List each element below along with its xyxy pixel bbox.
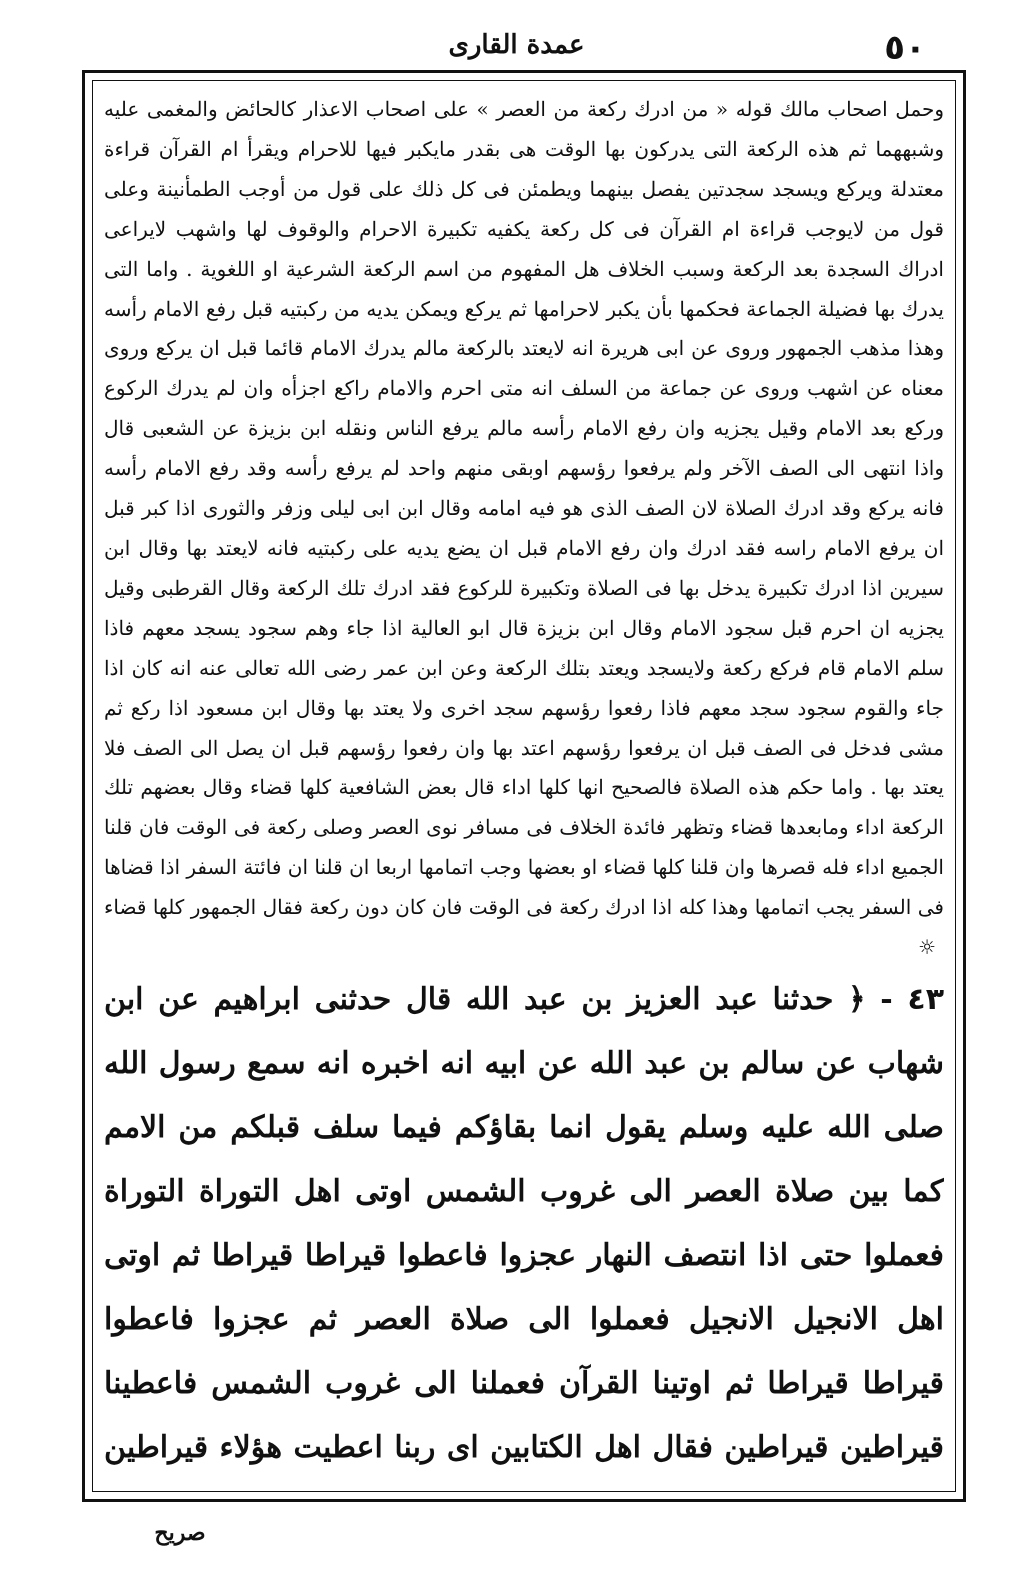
commentary-text-1: وحمل اصحاب مالك قوله « من ادرك ركعة من العصر » على اصحاب الاعذار كالحائض والمغمى عليه وشبههما ثم هذه الركعة التى يدركون بها الوقت هى بقدر مايكبر فيها للاحرام ويقرأ ام القرآن قراءة معتدلة ويركع ويسجد سجدتين يفصل بينهما ويطمئن فى كل ذلك على قول من أوجب الطمأنينة وعلى قول من لايوجب قراءة ام القرآن فى كل ركعة يكفيه تكبيرة الاحرام والوقوف لها واشهب لايراعى ادراك السجدة بعد الركعة وسبب الخلاف هل المفهوم من اسم الركعة الشرعية او اللغوية . واما التى يدرك بها فضيلة الجماعة فحكمها بأن يكبر لاحرامها ثم يركع ويمكن يديه من ركبتيه قبل رفع الامام رأسه وهذا مذهب الجمهور وروى عن ابى هريرة انه لايعتد بالركعة مالم يدرك الامام قائما قبل ان يركع وروى معناه عن اشهب وروى عن جماعة من السلف انه متى احرم والامام راكع اجزأه وان لم يدرك الركوع وركع بعد الامام وقيل يجزيه وان رفع الامام رأسه مالم يرفع الناس ونقله ابن بزيزة عن الشعبى قال واذا انتهى الى الصف الآخر ولم يرفعوا رؤسهم اوبقى منهم واحد لم يرفع رأسه وقد رفع الامام رأسه فانه يركع وقد ادرك الصلاة لان الصف الذى هو فيه امامه وقال ابن ابى ليلى وزفر والثورى اذا كبر قبل ان يرفع الامام راسه فقد ادرك وان رفع الامام قبل ان يضع يديه على ركبتيه فانه لايعتد بها وقال ابن سيرين اذا ادرك تكبيرة يدخل بها فى الصلاة وتكبيرة للركوع فقد ادرك تلك الركعة وقال القرطبى وقيل يجزيه ان احرم قبل سجود الامام وقال ابن بزيزة قال ابو العالية اذا جاء وهم سجود يسجد معهم فاذا سلم الامام قام فركع ركعة ولايسجد ويعتد بتلك الركعة وعن ابن عمر رضى الله تعالى عنه انه كان اذا جاء والقوم سجود سجد معهم فاذا رفعوا رؤسهم سجد اخرى ولا يعتد بها وقال ابن مسعود اذا ركع ثم مشى فدخل فى الصف قبل ان يرفعوا رؤسهم اعتد بها وان رفعوا رؤسهم قبل ان يصل الى الصف فلا يعتد بها . واما حكم هذه الصلاة فالصحيح انها كلها اداء قال بعض الشافعية كلها قضاء وقال بعضهم تلك الركعة اداء ومابعدها قضاء وتظهر فائدة الخلاف فى مسافر نوى العصر وصلى ركعة فى الوقت فان قلنا الجميع اداء فله قصرها وان قلنا كلها قضاء او بعضها وجب اتمامها اربعا ان قلنا ان فائتة السفر اذا قضاها فى السفر يجب اتمامها وهذا كله اذا ادرك ركعة فى الوقت فان كان دون ركعة فقال الجمهور كلها قضاء — [104, 97, 944, 920]
catchword: صريح — [154, 1520, 206, 1546]
hadith-number: ٤٣ — [907, 981, 944, 1017]
page-number: ٥٠ — [884, 28, 926, 68]
page-title: عمدة القاری — [448, 30, 585, 60]
commentary-paragraph-1 — [104, 90, 944, 968]
end-mark-icon: ☼ — [918, 935, 936, 960]
page-content — [104, 90, 944, 1490]
hadith-text: ﴿ حدثنا عبد العزيز بن عبد الله قال حدثنى ابراهيم عن ابن شهاب عن سالم بن عبد الله عن ابيه انه اخبره انه سمع رسول الله صلى الله عليه وسلم يقول انما بقاؤكم فيما سلف قبلكم من الامم كما بين صلاة العصر الى غروب الشمس اوتى اهل التوراة التوراة فعملوا حتى اذا انتصف النهار عجزوا فاعطوا قيراطا قيراطا ثم اوتى اهل الانجيل الانجيل فعملوا الى صلاة العصر ثم عجزوا فاعطوا قيراطا قيراطا ثم اوتينا القرآن فعملنا الى غروب الشمس فاعطينا قيراطين قيراطين فقال اهل الكتابين اى ربنا اعطيت هؤلاء قيراطين — [104, 981, 944, 1465]
hadith-separator: - — [865, 981, 893, 1017]
hadith-block — [104, 968, 944, 1490]
